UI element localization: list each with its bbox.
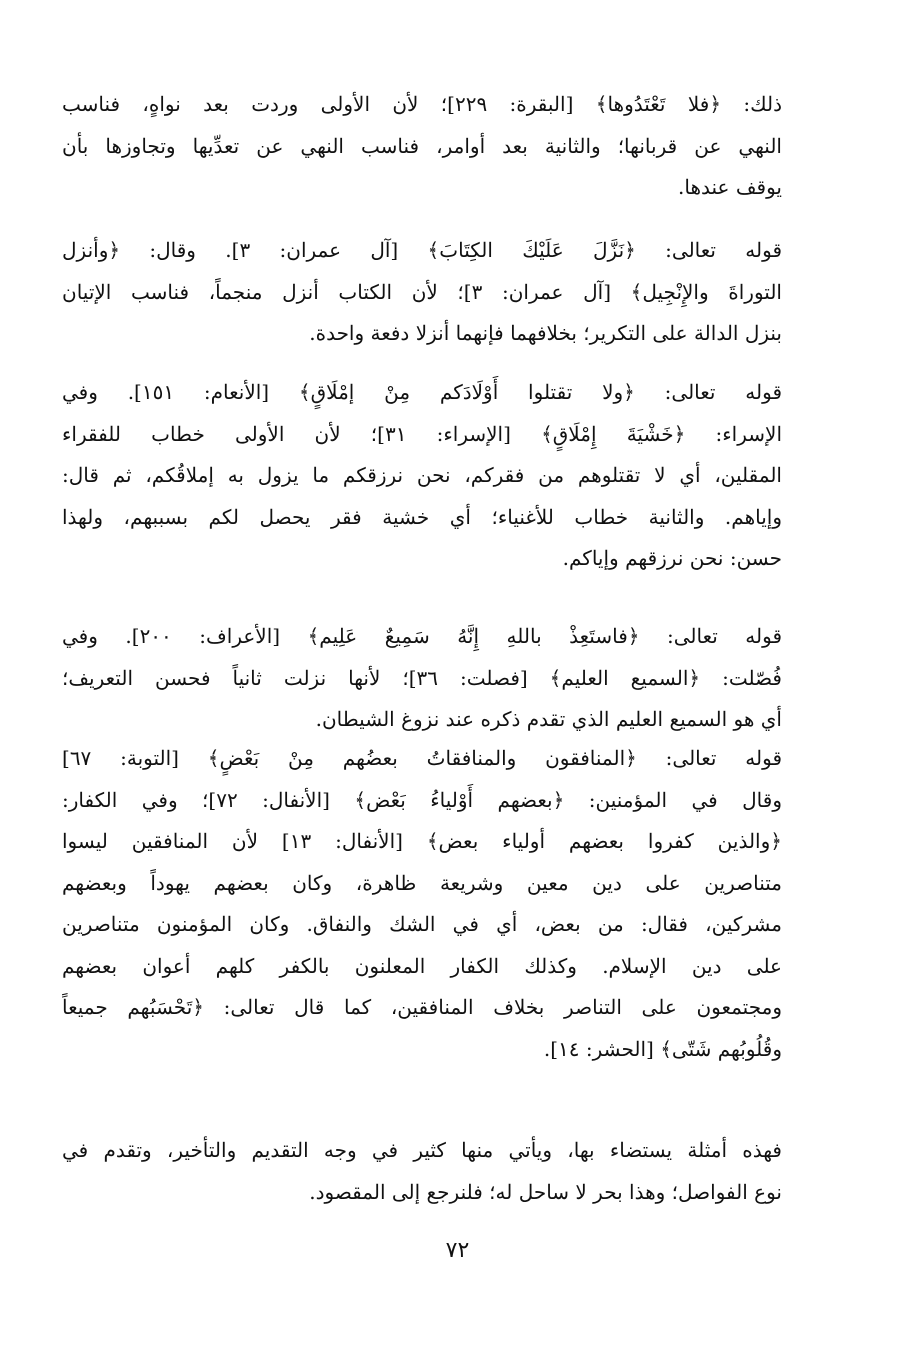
text-line: فهذه أمثلة يستضاء بها، ويأتي منها كثير في وجه التقديم والتأخير، وتقدم في — [62, 1138, 782, 1162]
text-line: ومجتمعون على التناصر بخلاف المنافقين، كما قال تعالى: ﴿تَحْسَبُهم جميعاً — [62, 995, 782, 1019]
text-line: متناصرين على دين معين وشريعة ظاهرة، وكان بعضهم يهوداً وبعضهم — [62, 870, 782, 895]
text-line: على دين الإسلام. وكذلك الكفار المعلنون بالكفر كلهم أعوان بعضهم — [62, 953, 782, 978]
text-line: يوقف عندها. — [678, 175, 782, 199]
text-line: قوله تعالى: ﴿ولا تقتلوا أَوْلَادَكم مِنْ إمْلَاقٍ﴾ [الأنعام: ١٥١]. وفي — [62, 380, 782, 404]
text-line: قوله تعالى: ﴿نَزَّلَ عَلَيْكَ الكِتَابَ﴾ [آل عمران: ٣]. وقال: ﴿وأنزل — [62, 238, 782, 262]
text-line: حسن: نحن نرزقهم وإياكم. — [562, 546, 782, 570]
paragraph-5 — [62, 738, 782, 1070]
paragraph-4 — [62, 616, 782, 741]
text-line: الإسراء: ﴿خَشْيَةَ إِمْلَاقٍ﴾ [الإسراء: ٣١]؛ لأن الأولى خطاب للفقراء — [62, 421, 782, 446]
text-line: النهي عن قربانها؛ والثانية بعد أوامر، فناسب النهي عن تعدِّيها وتجاوزها بأن — [62, 133, 782, 158]
text-line: نوع الفواصل؛ وهذا بحر لا ساحل له؛ فلنرجع إلى المقصود. — [309, 1179, 782, 1204]
page-number: ٧٢ — [445, 1238, 470, 1263]
text-line: وقُلُوبُهم شَتّى﴾ [الحشر: ١٤]. — [543, 1036, 782, 1061]
text-line: المقلين، أي لا تقتلوهم من فقركم، نحن نرزقكم ما يزول به إملاقُكم، ثم قال: — [62, 463, 782, 487]
paragraph-2 — [62, 230, 782, 355]
text-line: وإياهم. والثانية خطاب للأغنياء؛ أي خشية فقر يحصل لكم بسببهم، ولهذا — [62, 504, 782, 529]
text-line: قوله تعالى: ﴿فاستَعِذْ باللهِ إِنَّهُ سَمِيعٌ عَلِيم﴾ [الأعراف: ٢٠٠]. وفي — [62, 624, 782, 648]
paragraph-6 — [62, 1130, 782, 1213]
paragraph-1 — [62, 84, 782, 209]
text-line: مشركين، فقال: من بعض، أي في الشك والنفاق. وكان المؤمنون متناصرين — [62, 912, 782, 936]
text-line: وقال في المؤمنين: ﴿بعضهم أَوْلياءُ بَعْض﴾ [الأنفال: ٧٢]؛ وفي الكفار: — [62, 787, 782, 812]
text-line: فُصّلت: ﴿السميع العليم﴾ [فصلت: ٣٦]؛ لأنها نزلت ثانياً فحسن التعريف؛ — [62, 665, 782, 690]
text-line: بنزل الدالة على التكرير؛ بخلافهما فإنهما أنزلا دفعة واحدة. — [309, 321, 782, 345]
text-line: ذلك: ﴿فلا تَعْتَدُوها﴾ [البقرة: ٢٢٩]؛ لأن الأولى وردت بعد نواهٍ، فناسب — [62, 92, 782, 116]
text-line: التوراةَ والإِنْجِيل﴾ [آل عمران: ٣]؛ لأن الكتاب أنزل منجماً، فناسب الإتيان — [62, 279, 782, 304]
text-line: أي هو السميع العليم الذي تقدم ذكره عند نزوغ الشيطان. — [315, 707, 782, 731]
paragraph-3 — [62, 372, 782, 580]
text-line: ﴿والذين كفروا بعضهم أولياء بعض﴾ [الأنفال: ١٣] لأن المنافقين ليسوا — [62, 829, 782, 853]
text-line: قوله تعالى: ﴿المنافقون والمنافقاتُ بعضُهم مِنْ بَعْضٍ﴾ [التوبة: ٦٧] — [62, 746, 782, 770]
